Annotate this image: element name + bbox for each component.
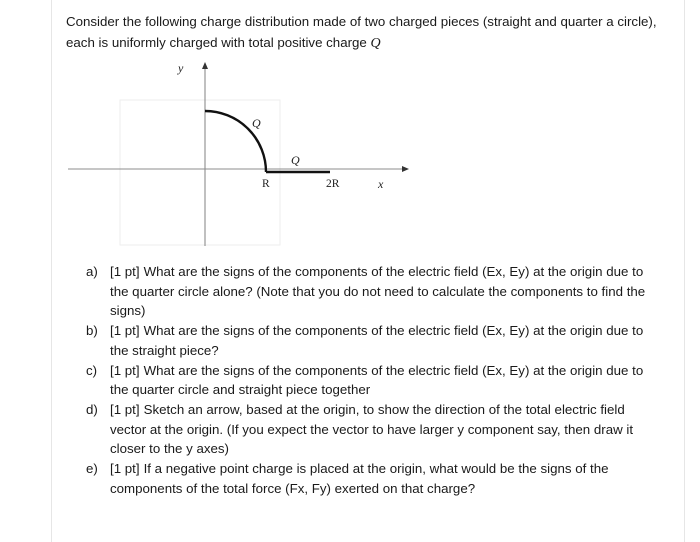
question-text: What are the signs of the components of the electric field (Ex, Ey) at the origin due to the quarter circle and straight piece together [110,362,644,397]
question-letter: b) [86,323,98,338]
x-axis-arrowhead [402,166,409,172]
tick-label-2r: 2R [326,178,340,190]
question-e [86,459,656,498]
question-text: What are the signs of the components of the electric field (Ex, Ey) at the origin due to the quarter circle alone? (Note that you do not need to calculate the components to find the signs) [110,264,646,318]
question-points: [1 pt] [110,264,140,279]
question-c [86,361,656,400]
question-letter: d) [86,402,98,417]
charge-distribution-figure [60,58,420,253]
y-axis-label: y [178,61,184,75]
question-text: If a negative point charge is placed at the origin, what would be the signs of the components of the total force (Fx, Fy) exerted on that charge? [110,461,609,496]
charge-symbol: Q [370,36,381,51]
question-a [86,262,656,321]
question-letter: e) [86,461,98,476]
question-points: [1 pt] [110,323,140,338]
question-list [86,262,656,499]
question-b [86,321,656,360]
question-text: Sketch an arrow, based at the origin, to show the direction of the total electric field vector at the origin. (If you expect the vector to have larger y component say, then draw it closer to the y axes) [110,402,634,456]
question-d [86,400,656,459]
y-axis-arrowhead [202,62,208,69]
question-points: [1 pt] [110,362,140,378]
question-points: [1 pt] [110,461,140,476]
intro-paragraph [66,11,666,54]
tick-label-r: R [262,178,270,190]
question-text: What are the signs of the components of the electric field (Ex, Ey) at the origin due to the straight piece? [110,323,644,358]
intro-text: Consider the following charge distribution made of two charged pieces (straight and quarter a circle), each is uniformly charged with total positive charge [66,14,657,50]
rod-charge-label: Q [291,153,300,167]
question-letter: a) [86,264,98,279]
x-axis-label: x [378,177,384,191]
question-letter: c) [86,362,98,378]
arc-charge-label: Q [252,116,261,130]
question-points: [1 pt] [110,402,140,417]
